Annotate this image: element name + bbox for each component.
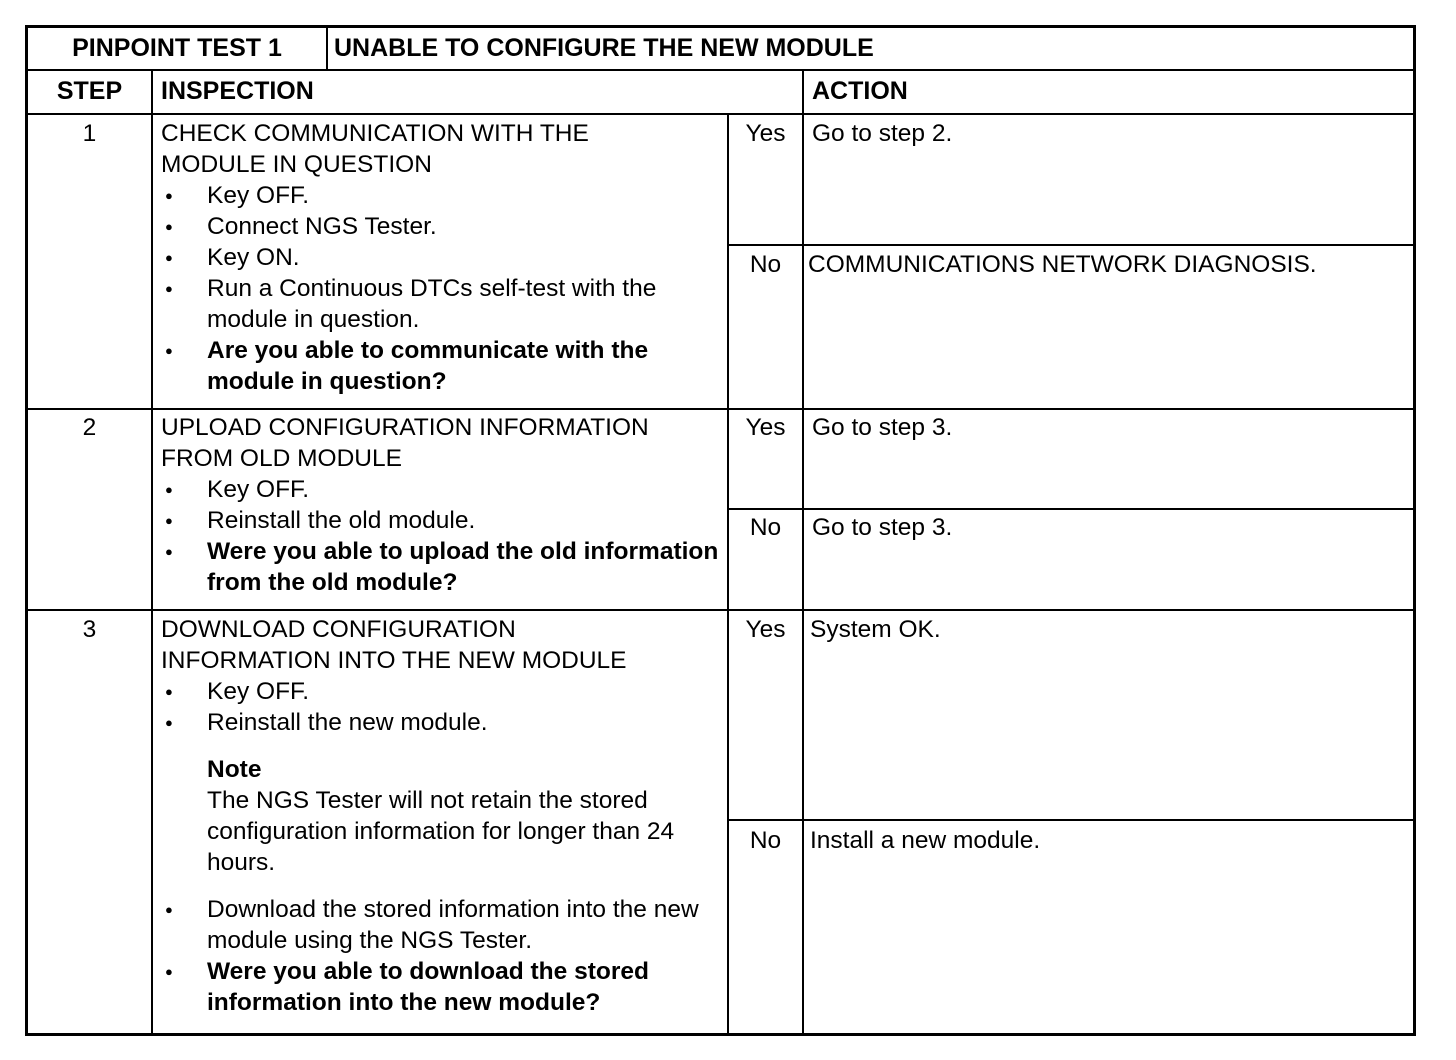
step-inspection (161, 118, 723, 397)
col-divider (326, 28, 328, 70)
checklist-item: ● Connect NGS Tester. (161, 211, 723, 242)
step-inspection (161, 412, 723, 598)
note-text: The NGS Tester will not retain the stored configuration information for longer than 24 hours. (207, 787, 675, 876)
column-header-action: ACTION (812, 77, 908, 105)
checklist-question: ● Are you able to communicate with the module in question? (161, 335, 723, 397)
checklist-question: ● Were you able to upload the old information from the old module? (161, 536, 723, 598)
yes-action: Go to step 2. (812, 120, 953, 147)
col-divider (802, 70, 804, 114)
inspection-checklist (161, 894, 723, 1018)
checklist-item: ● Reinstall the old module. (161, 505, 723, 536)
column-header-inspection: INSPECTION (161, 77, 314, 105)
test-title: UNABLE TO CONFIGURE THE NEW MODULE (334, 34, 874, 62)
step-heading: UPLOAD CONFIGURATION INFORMATION (161, 414, 649, 441)
checklist-question: ● Were you able to download the stored information into the new module? (161, 956, 723, 1018)
checklist-item: ● Reinstall the new module. (161, 707, 723, 738)
inspection-checklist (161, 676, 723, 738)
step-heading: MODULE IN QUESTION (161, 151, 432, 178)
pinpoint-test-table (25, 25, 1416, 1036)
yes-label: Yes (745, 120, 786, 147)
no-action: Install a new module. (810, 827, 1041, 854)
step-heading: DOWNLOAD CONFIGURATION (161, 616, 516, 643)
step-number: 3 (82, 616, 97, 643)
step-heading: INFORMATION INTO THE NEW MODULE (161, 647, 627, 674)
yes-no-divider (727, 508, 1413, 510)
checklist-item: ● Key OFF. (161, 676, 723, 707)
no-action: Go to step 3. (812, 514, 953, 541)
row-divider (28, 609, 1413, 611)
inspection-checklist (161, 474, 723, 598)
checklist-item: ● Key OFF. (161, 180, 723, 211)
row-divider (28, 408, 1413, 410)
checklist-item: ● Key OFF. (161, 474, 723, 505)
yes-label: Yes (745, 414, 786, 441)
no-label: No (749, 827, 782, 854)
column-header-step: STEP (56, 77, 123, 105)
step-number: 2 (82, 414, 97, 441)
yes-no-divider (727, 819, 1413, 821)
step-inspection (161, 614, 723, 1018)
step-number: 1 (82, 120, 97, 147)
yes-action: System OK. (810, 616, 941, 643)
inspection-checklist (161, 180, 723, 397)
no-label: No (749, 251, 782, 278)
col-divider (802, 114, 804, 1033)
checklist-item: ● Key ON. (161, 242, 723, 273)
yes-action: Go to step 3. (812, 414, 953, 441)
row-divider (28, 113, 1413, 115)
col-divider (151, 70, 153, 1033)
no-label: No (749, 514, 782, 541)
checklist-item: ● Download the stored information into the new module using the NGS Tester. (161, 894, 723, 956)
checklist-item: ● Run a Continuous DTCs self-test with the module in question. (161, 273, 723, 335)
step-heading: FROM OLD MODULE (161, 445, 402, 472)
no-action: COMMUNICATIONS NETWORK DIAGNOSIS. (808, 251, 1317, 278)
note-block (161, 754, 723, 878)
row-divider (28, 69, 1413, 71)
yes-no-divider (727, 244, 1413, 246)
note-title: Note (207, 756, 262, 783)
yes-label: Yes (745, 616, 786, 643)
test-id: PINPOINT TEST 1 (72, 34, 282, 62)
step-heading: CHECK COMMUNICATION WITH THE (161, 120, 589, 147)
